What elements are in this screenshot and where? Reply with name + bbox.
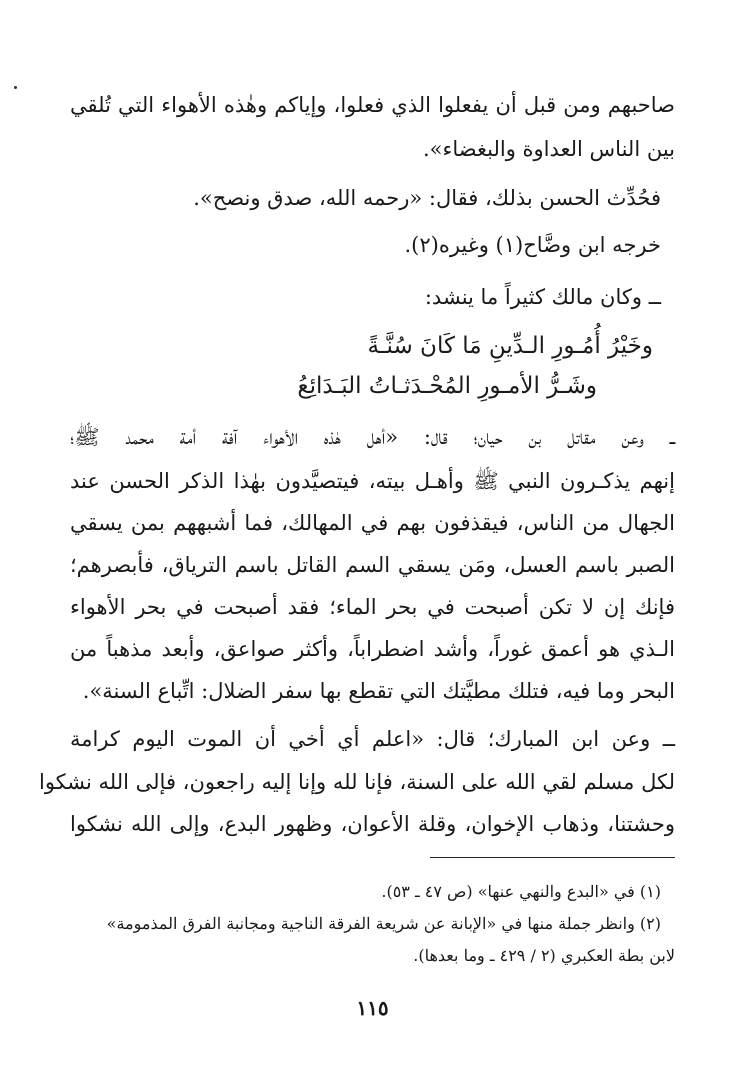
footnote-2-continued: لابن بطة العكبري (٢ / ٤٢٩ ـ وما بعدها). (413, 946, 675, 965)
para2-line-3: الجهال من الناس، فيقذفون بهم في المهالك، فما أشبههم بمن يسقي (70, 511, 675, 535)
para3-line-3: وحشتنا، وذهاب الإخوان، وقلة الأعوان، وظهور البدع، وإلى الله نشكوا (70, 812, 675, 836)
verse-line-1: وخَيْرُ أُمُـورِ الـدِّينِ مَا كَانَ سُنَّـةً (367, 333, 653, 359)
footnote-separator (430, 857, 675, 858)
para3-line-1: ــ وعن ابن المبارك؛ قال: «اعلم أي أخي أن الموت اليوم كرامة (70, 727, 675, 751)
body-line-2: بين الناس العداوة والبغضاء». (422, 137, 675, 161)
para2-line-2: إنهم يذكـرون النبي ﷺ وأهـل بيته، فيتصيَّدون بهٰذا الذكر الحسن عند (70, 469, 675, 493)
para2-line-1: ــ وعن مقاتل بن حيان؛ قال: «أهل هٰذه الأهواء آفة أمة محمد ﷺ؛ (70, 425, 675, 449)
page-number: ١١٥ (356, 996, 389, 1020)
para2-line-5: فإنك إن لا تكن أصبحت في بحر الماء؛ فقد أصبحت في بحر الأهواء (70, 595, 675, 619)
para2-line-4: الصبر باسم العسل، ومَن يسقي السم القاتل باسم الترياق، فأبصرهم؛ (70, 553, 675, 577)
body-line-4: خرجه ابن وضَّاح(١) وغيره(٢). (404, 233, 661, 257)
body-line-1: صاحبهم ومن قبل أن يفعلوا الذي فعلوا، وإياكم وهٰذه الأهواء التي تُلقي (70, 93, 675, 117)
para2-line-7: البحر وما فيه، فتلك مطيَّتك التي تقطع بها سفر الضلال: اتِّباع السنة». (82, 679, 675, 703)
para3-line-2: لكل مسلم لقي الله على السنة، فإنا لله وإنا إليه راجعون، فإلى الله نشكوا (39, 770, 675, 794)
verse-line-2: وشَـرُّ الأمـورِ المُحْـدَثـاتُ البَـدَائِعُ (297, 373, 597, 399)
scan-speck (14, 86, 17, 89)
para2-line-6: الـذي هو أعمق غوراً، وأشد اضطراباً، وأكثر صواعق، وأبعد مذهباً من (70, 637, 675, 661)
body-line-5: ــ وكان مالك كثيراً ما ينشد: (424, 285, 661, 309)
body-line-3: فحُدِّث الحسن بذلك، فقال: «رحمه الله، صدق ونصح». (193, 186, 661, 210)
footnote-2: (٢) وانظر جملة منها في «الإبانة عن شريعة الفرقة الناجية ومجانبة الفرق المذمومة» (106, 914, 661, 933)
footnote-1: (١) في «البدع والنهي عنها» (ص ٤٧ ـ ٥٣). (381, 882, 661, 901)
